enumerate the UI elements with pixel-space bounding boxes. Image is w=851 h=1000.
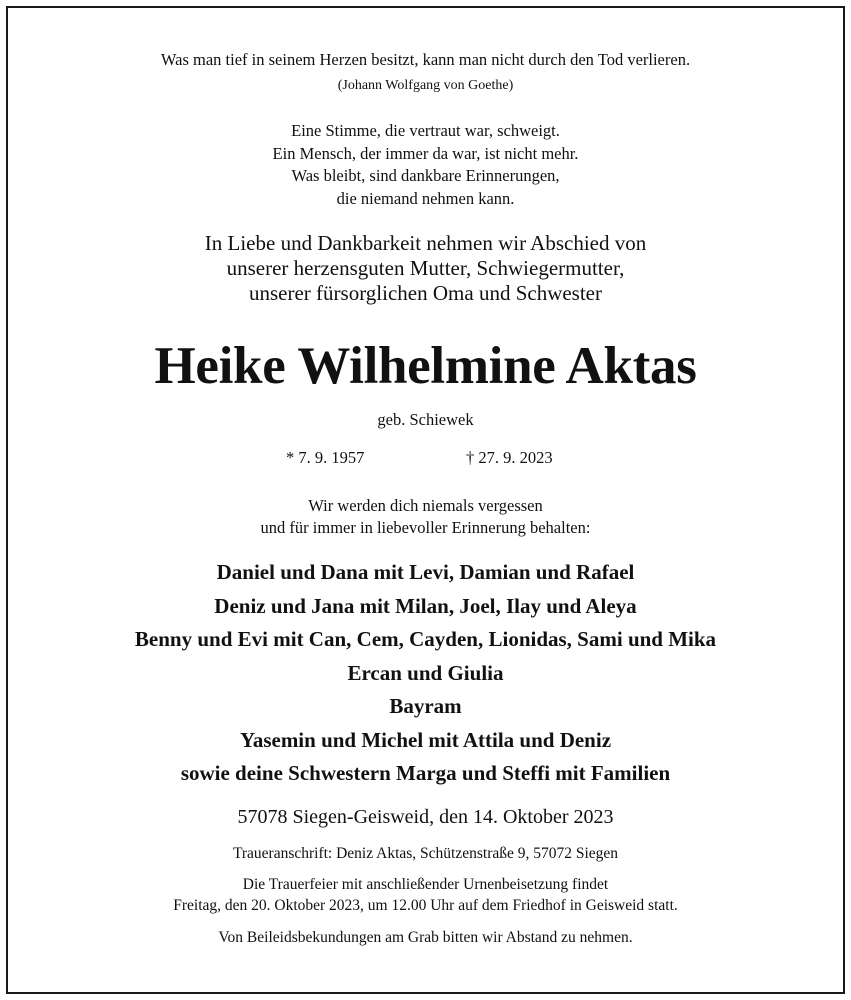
goethe-quote: Was man tief in seinem Herzen besitzt, kann man nicht durch den Tod verlieren.: [160, 50, 691, 69]
place-and-date: 57078 Siegen-Geisweid, den 14. Oktober 2023: [237, 806, 614, 828]
poem-line: Ein Mensch, der immer da war, ist nicht mehr.: [272, 143, 579, 163]
service-line: Freitag, den 20. Oktober 2023, um 12.00 Uhr auf dem Friedhof in Geisweid statt.: [173, 896, 678, 914]
mourning-address: Traueranschrift: Deniz Aktas, Schützenstraße 9, 57072 Siegen: [232, 845, 619, 862]
mourner-line: Deniz und Jana mit Milan, Joel, Ilay und Aleya: [214, 593, 637, 618]
intro-line: unserer fürsorglichen Oma und Schwester: [248, 281, 602, 305]
poem-line: Eine Stimme, die vertraut war, schweigt.: [291, 121, 560, 140]
service-info: [0, 875, 851, 916]
mourner-line: Benny und Evi mit Can, Cem, Cayden, Lionidas, Sami und Mika: [134, 627, 717, 651]
quote-author: (Johann Wolfgang von Goethe): [337, 78, 514, 93]
service-line: Die Trauerfeier mit anschließender Urnenbeisetzung findet: [242, 876, 609, 893]
poem-line: Was bleibt, sind dankbare Erinnerungen,: [291, 166, 560, 185]
death-date: † 27. 9. 2023: [466, 448, 553, 467]
deceased-name: Heike Wilhelmine Aktas: [154, 337, 697, 395]
birth-name: geb. Schiewek: [377, 410, 474, 429]
farewell-intro: [0, 231, 851, 306]
poem: [0, 120, 851, 210]
intro-line: unserer herzensguten Mutter, Schwiegermutter,: [226, 256, 625, 280]
vow-line: Wir werden dich niemals vergessen: [308, 496, 543, 515]
mourner-line: Bayram: [389, 694, 462, 718]
remembrance-vow: [0, 495, 851, 539]
condolences-note: Von Beileidsbekundungen am Grab bitten wir Abstand zu nehmen.: [218, 929, 633, 946]
intro-line: In Liebe und Dankbarkeit nehmen wir Abschied von: [204, 231, 647, 255]
birth-date: * 7. 9. 1957: [286, 448, 365, 467]
mourner-line: Yasemin und Michel mit Attila und Deniz: [239, 727, 612, 752]
mourner-line: sowie deine Schwestern Marga und Steffi mit Familien: [180, 761, 671, 785]
poem-line: die niemand nehmen kann.: [336, 188, 515, 208]
mourners-list: [0, 556, 851, 791]
mourner-line: Daniel und Dana mit Levi, Damian und Rafael: [216, 560, 635, 584]
vow-line: und für immer in liebevoller Erinnerung behalten:: [260, 518, 591, 537]
mourner-line: Ercan und Giulia: [347, 660, 504, 685]
